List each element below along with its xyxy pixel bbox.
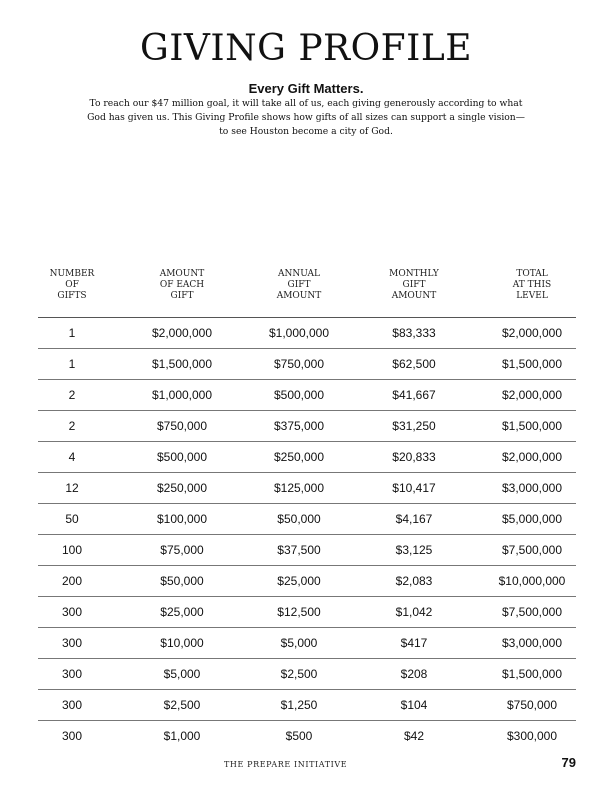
header-monthly-gift-amount: MONTHLY GIFT AMOUNT <box>389 269 439 301</box>
cell-amount-of-each-gift: $25,000 <box>160 605 204 619</box>
cell-amount-of-each-gift: $500,000 <box>156 450 208 464</box>
cell-number-of-gifts: 300 <box>61 605 83 619</box>
table-row <box>38 628 576 659</box>
table-row <box>38 659 576 690</box>
table-body <box>38 318 576 751</box>
cell-amount-of-each-gift: $1,000 <box>163 729 201 743</box>
header-total-at-this-level: TOTAL AT THIS LEVEL <box>512 269 552 301</box>
cell-number-of-gifts: 100 <box>61 543 83 557</box>
cell-monthly-gift-amount: $3,125 <box>395 543 433 557</box>
intro-paragraph: To reach our $47 million goal, it will take all of us, each giving generously according to what God has given us. This Giving Profile shows how gifts of all sizes can support a single vision—to see Houston become a city of God. <box>87 98 525 137</box>
cell-annual-gift-amount: $50,000 <box>277 512 321 526</box>
table-row <box>38 349 576 380</box>
cell-total-at-this-level: $7,500,000 <box>501 543 563 557</box>
cell-monthly-gift-amount: $104 <box>400 698 428 712</box>
table-header <box>38 269 576 318</box>
table-row <box>38 690 576 721</box>
cell-annual-gift-amount: $250,000 <box>273 450 325 464</box>
cell-amount-of-each-gift: $1,500,000 <box>151 357 213 371</box>
cell-annual-gift-amount: $125,000 <box>273 481 325 495</box>
table-row <box>38 318 576 349</box>
cell-monthly-gift-amount: $62,500 <box>392 357 436 371</box>
cell-annual-gift-amount: $12,500 <box>277 605 321 619</box>
cell-annual-gift-amount: $750,000 <box>273 357 325 371</box>
header-number-of-gifts: NUMBER OF GIFTS <box>49 269 95 301</box>
table-row <box>38 473 576 504</box>
cell-monthly-gift-amount: $41,667 <box>392 388 436 402</box>
cell-annual-gift-amount: $25,000 <box>277 574 321 588</box>
cell-total-at-this-level: $3,000,000 <box>501 636 563 650</box>
cell-annual-gift-amount: $5,000 <box>280 636 318 650</box>
cell-monthly-gift-amount: $20,833 <box>392 450 436 464</box>
header-amount-of-each-gift: AMOUNT OF EACH GIFT <box>159 269 205 301</box>
cell-number-of-gifts: 4 <box>68 450 76 464</box>
cell-total-at-this-level: $2,000,000 <box>501 450 563 464</box>
cell-monthly-gift-amount: $31,250 <box>392 419 436 433</box>
cell-amount-of-each-gift: $750,000 <box>156 419 208 433</box>
cell-amount-of-each-gift: $75,000 <box>160 543 204 557</box>
cell-total-at-this-level: $300,000 <box>506 729 558 743</box>
cell-monthly-gift-amount: $42 <box>403 729 425 743</box>
cell-number-of-gifts: 300 <box>61 667 83 681</box>
table-row <box>38 380 576 411</box>
cell-annual-gift-amount: $1,250 <box>280 698 318 712</box>
footer-label: THE PREPARE INITIATIVE <box>224 760 348 769</box>
cell-annual-gift-amount: $500 <box>285 729 313 743</box>
table-row <box>38 442 576 473</box>
cell-number-of-gifts: 12 <box>65 481 79 495</box>
page-subtitle: Every Gift Matters. <box>248 81 364 96</box>
cell-monthly-gift-amount: $2,083 <box>395 574 433 588</box>
cell-total-at-this-level: $1,500,000 <box>501 357 563 371</box>
cell-number-of-gifts: 1 <box>68 357 76 371</box>
table-row <box>38 566 576 597</box>
cell-number-of-gifts: 1 <box>68 326 76 340</box>
header-annual-gift-amount: ANNUAL GIFT AMOUNT <box>276 269 322 301</box>
cell-annual-gift-amount: $500,000 <box>273 388 325 402</box>
cell-amount-of-each-gift: $2,500 <box>163 698 201 712</box>
cell-monthly-gift-amount: $10,417 <box>392 481 436 495</box>
cell-total-at-this-level: $10,000,000 <box>498 574 566 588</box>
table-row <box>38 504 576 535</box>
cell-amount-of-each-gift: $250,000 <box>156 481 208 495</box>
page-title: GIVING PROFILE <box>139 28 473 69</box>
cell-total-at-this-level: $750,000 <box>506 698 558 712</box>
cell-monthly-gift-amount: $417 <box>400 636 428 650</box>
cell-number-of-gifts: 200 <box>61 574 83 588</box>
cell-number-of-gifts: 50 <box>65 512 79 526</box>
table-row <box>38 535 576 566</box>
cell-amount-of-each-gift: $5,000 <box>163 667 201 681</box>
cell-number-of-gifts: 300 <box>61 698 83 712</box>
cell-number-of-gifts: 2 <box>68 388 76 402</box>
cell-amount-of-each-gift: $2,000,000 <box>151 326 213 340</box>
cell-total-at-this-level: $2,000,000 <box>501 388 563 402</box>
cell-total-at-this-level: $5,000,000 <box>501 512 563 526</box>
cell-monthly-gift-amount: $83,333 <box>392 326 436 340</box>
cell-total-at-this-level: $1,500,000 <box>501 419 563 433</box>
table-row <box>38 721 576 751</box>
giving-profile-table <box>38 269 576 751</box>
cell-annual-gift-amount: $1,000,000 <box>268 326 330 340</box>
cell-annual-gift-amount: $375,000 <box>273 419 325 433</box>
cell-number-of-gifts: 300 <box>61 636 83 650</box>
cell-annual-gift-amount: $2,500 <box>280 667 318 681</box>
table-row <box>38 411 576 442</box>
cell-amount-of-each-gift: $1,000,000 <box>151 388 213 402</box>
cell-amount-of-each-gift: $50,000 <box>160 574 204 588</box>
cell-amount-of-each-gift: $10,000 <box>160 636 204 650</box>
page-number: 79 <box>561 755 576 770</box>
cell-monthly-gift-amount: $1,042 <box>395 605 433 619</box>
table-row <box>38 597 576 628</box>
cell-total-at-this-level: $7,500,000 <box>501 605 563 619</box>
cell-number-of-gifts: 300 <box>61 729 83 743</box>
cell-total-at-this-level: $1,500,000 <box>501 667 563 681</box>
cell-total-at-this-level: $3,000,000 <box>501 481 563 495</box>
cell-total-at-this-level: $2,000,000 <box>501 326 563 340</box>
cell-amount-of-each-gift: $100,000 <box>156 512 208 526</box>
cell-monthly-gift-amount: $208 <box>400 667 428 681</box>
cell-number-of-gifts: 2 <box>68 419 76 433</box>
cell-monthly-gift-amount: $4,167 <box>395 512 433 526</box>
cell-annual-gift-amount: $37,500 <box>277 543 321 557</box>
